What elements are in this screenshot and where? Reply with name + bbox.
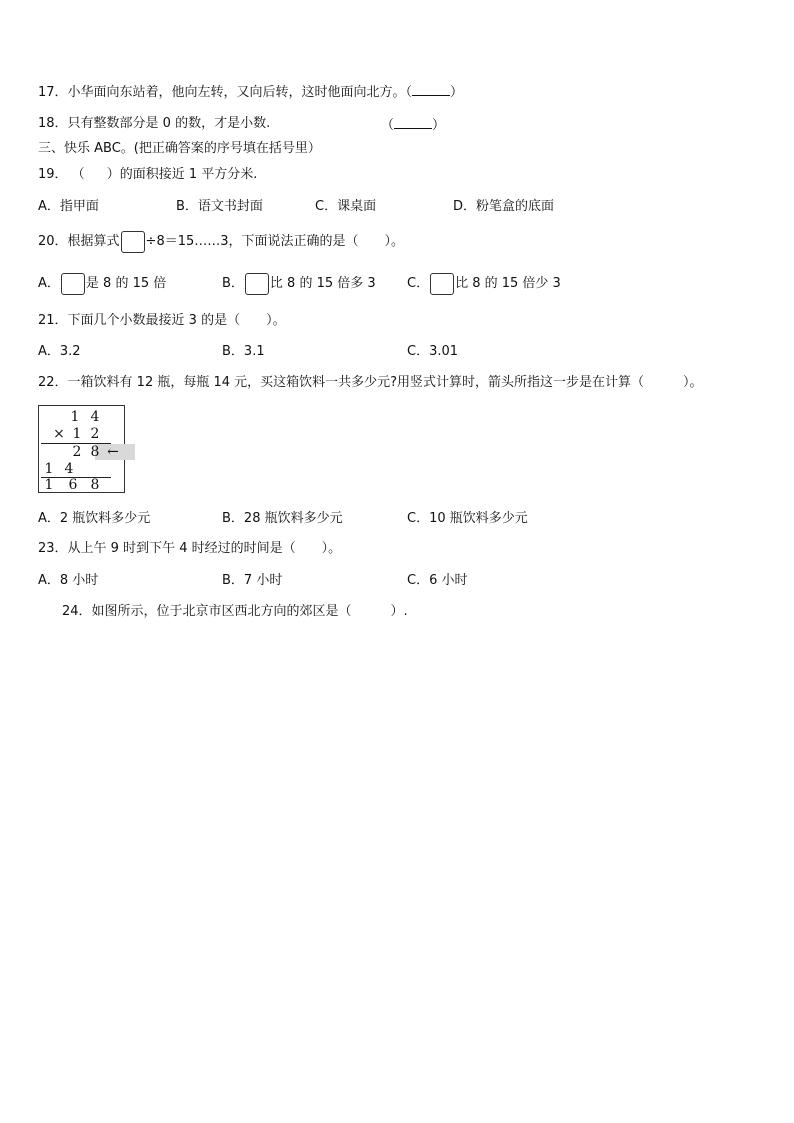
q21-option-a[interactable]: A．3.2 xyxy=(38,344,81,359)
q20-option-a[interactable] xyxy=(38,272,166,296)
question-19-text-end: ）的面积接近 1 平方分米. xyxy=(106,167,258,182)
digit: 4 xyxy=(64,461,74,477)
option-label: A． xyxy=(38,276,60,291)
q23-option-b[interactable]: B．7 小时 xyxy=(222,573,283,588)
question-20 xyxy=(38,230,404,254)
vertical-multiplication-figure xyxy=(38,405,125,493)
digit: 1 xyxy=(44,461,54,477)
q22-option-b[interactable]: B．28 瓶饮料多少元 xyxy=(222,511,343,526)
question-18-answer xyxy=(381,116,445,134)
digit: 2 xyxy=(72,444,82,460)
q21-option-b[interactable]: B．3.1 xyxy=(222,344,265,359)
option-text: 比 8 的 15 倍少 3 xyxy=(455,276,561,291)
option-text: 比 8 的 15 倍多 3 xyxy=(269,276,376,291)
question-23: 23．从上午 9 时到下午 4 时经过的时间是（ ）。 xyxy=(38,541,342,556)
q19-option-d[interactable]: D．粉笔盒的底面 xyxy=(453,199,555,214)
q23-option-c[interactable]: C．6 小时 xyxy=(407,573,468,588)
question-18 xyxy=(38,116,270,132)
question-19-text-start: 19． （ xyxy=(38,167,85,182)
digit: 1 xyxy=(70,409,80,425)
answer-blank[interactable] xyxy=(394,116,432,129)
option-text: 是 8 的 15 倍 xyxy=(85,276,167,291)
q22-option-a[interactable]: A．2 瓶饮料多少元 xyxy=(38,511,151,526)
question-20-text-start: 20．根据算式 xyxy=(38,234,120,249)
question-18-text: 18．只有整数部分是 0 的数，才是小数. xyxy=(38,116,271,131)
arrow-icon: ← xyxy=(107,444,119,460)
answer-blank[interactable] xyxy=(412,83,450,96)
open-paren: （ xyxy=(381,118,395,133)
q19-option-b[interactable]: B．语文书封面 xyxy=(176,199,263,214)
digit: 6 xyxy=(68,477,78,493)
times-sign: × xyxy=(53,426,65,442)
close-paren: ） xyxy=(432,118,446,133)
q21-option-c[interactable]: C．3.01 xyxy=(407,344,459,359)
option-label: C． xyxy=(407,276,430,291)
blank-box xyxy=(430,273,454,295)
blank-box xyxy=(245,273,269,295)
q19-option-a[interactable]: A．指甲面 xyxy=(38,199,99,214)
question-22: 22．一箱饮料有 12 瓶，每瓶 14 元，买这箱饮料一共多少元?用竖式计算时，箭头所指这一步是在计算（ ）。 xyxy=(38,375,703,390)
digit: 1 xyxy=(44,477,54,493)
digit: 8 xyxy=(90,477,100,493)
question-17-text: 17．小华面向东站着，他向左转，又向后转，这时他面向北方。（ xyxy=(38,85,413,100)
close-paren: ） xyxy=(450,85,464,100)
q19-option-c[interactable]: C．课桌面 xyxy=(315,199,377,214)
question-19 xyxy=(38,167,257,183)
question-21: 21．下面几个小数最接近 3 的是（ ）。 xyxy=(38,313,286,328)
option-label: B． xyxy=(222,276,244,291)
digit: 1 xyxy=(72,426,82,442)
q20-option-b[interactable] xyxy=(222,272,376,296)
q22-option-c[interactable]: C．10 瓶饮料多少元 xyxy=(407,511,528,526)
question-20-text-end: ÷8＝15……3，下面说法正确的是（ ）。 xyxy=(145,234,405,249)
section-heading: 三、快乐 ABC。(把正确答案的序号填在括号里） xyxy=(38,141,321,156)
blank-box xyxy=(121,231,145,253)
q23-option-a[interactable]: A．8 小时 xyxy=(38,573,99,588)
digit: 4 xyxy=(90,409,100,425)
blank-box xyxy=(61,273,85,295)
question-24: 24．如图所示，位于北京市区西北方向的郊区是（ ）. xyxy=(62,604,408,619)
digit: 2 xyxy=(90,426,100,442)
question-17 xyxy=(38,83,463,101)
digit: 8 xyxy=(90,444,100,460)
q20-option-c[interactable] xyxy=(407,272,561,296)
